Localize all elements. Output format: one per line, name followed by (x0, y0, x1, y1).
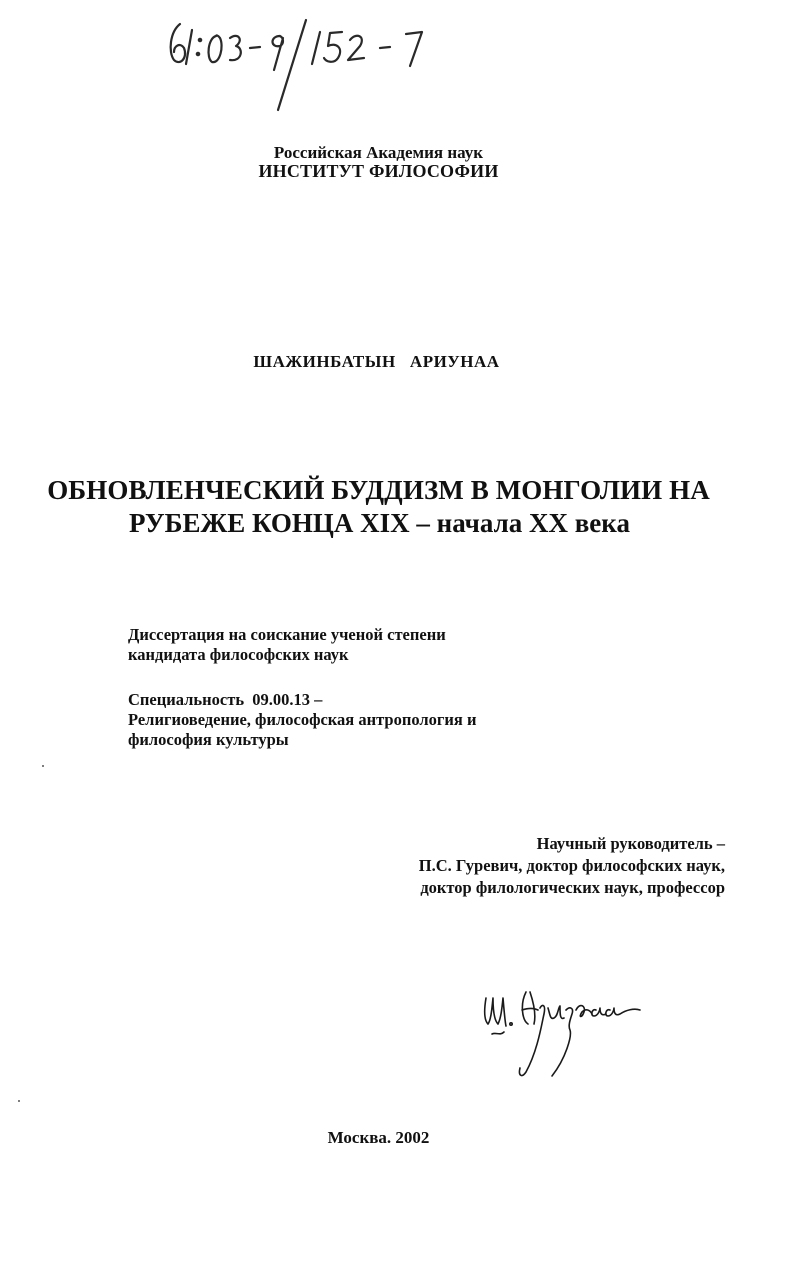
scan-speck (42, 765, 44, 767)
handwritten-catalog-number (150, 2, 450, 122)
dissertation-line-1: Диссертация на соискание ученой степени (128, 625, 446, 644)
speciality-line-2: Религиоведение, философская антропология и (128, 710, 477, 729)
supervisor-line-1: Научный руководитель – (536, 834, 725, 853)
thesis-title-line-2: РУБЕЖЕ КОНЦА XIX – начала XX века (129, 508, 630, 538)
dissertation-line-2: кандидата философских наук (128, 645, 349, 664)
institute-name: ИНСТИТУТ ФИЛОСОФИИ (258, 161, 499, 181)
scan-speck (18, 1100, 20, 1102)
handwritten-note-icon (150, 2, 450, 122)
speciality-line-3: философия культуры (128, 730, 289, 749)
signature-icon (478, 980, 648, 1085)
author-signature (478, 980, 648, 1085)
speciality-line-1: Специальность 09.00.13 – (128, 690, 323, 709)
thesis-title-line-1: ОБНОВЛЕНЧЕСКИЙ БУДДИЗМ В МОНГОЛИИ НА (47, 475, 710, 505)
city-and-year: Москва. 2002 (327, 1128, 430, 1147)
supervisor-line-3: доктор филологических наук, профессор (420, 878, 725, 897)
supervisor-line-2: П.С. Гуревич, доктор философских наук, (418, 856, 725, 875)
author-name: ШАЖИНБАТЫН АРИУНАА (253, 352, 500, 371)
academy-name: Российская Академия наук (273, 143, 484, 162)
